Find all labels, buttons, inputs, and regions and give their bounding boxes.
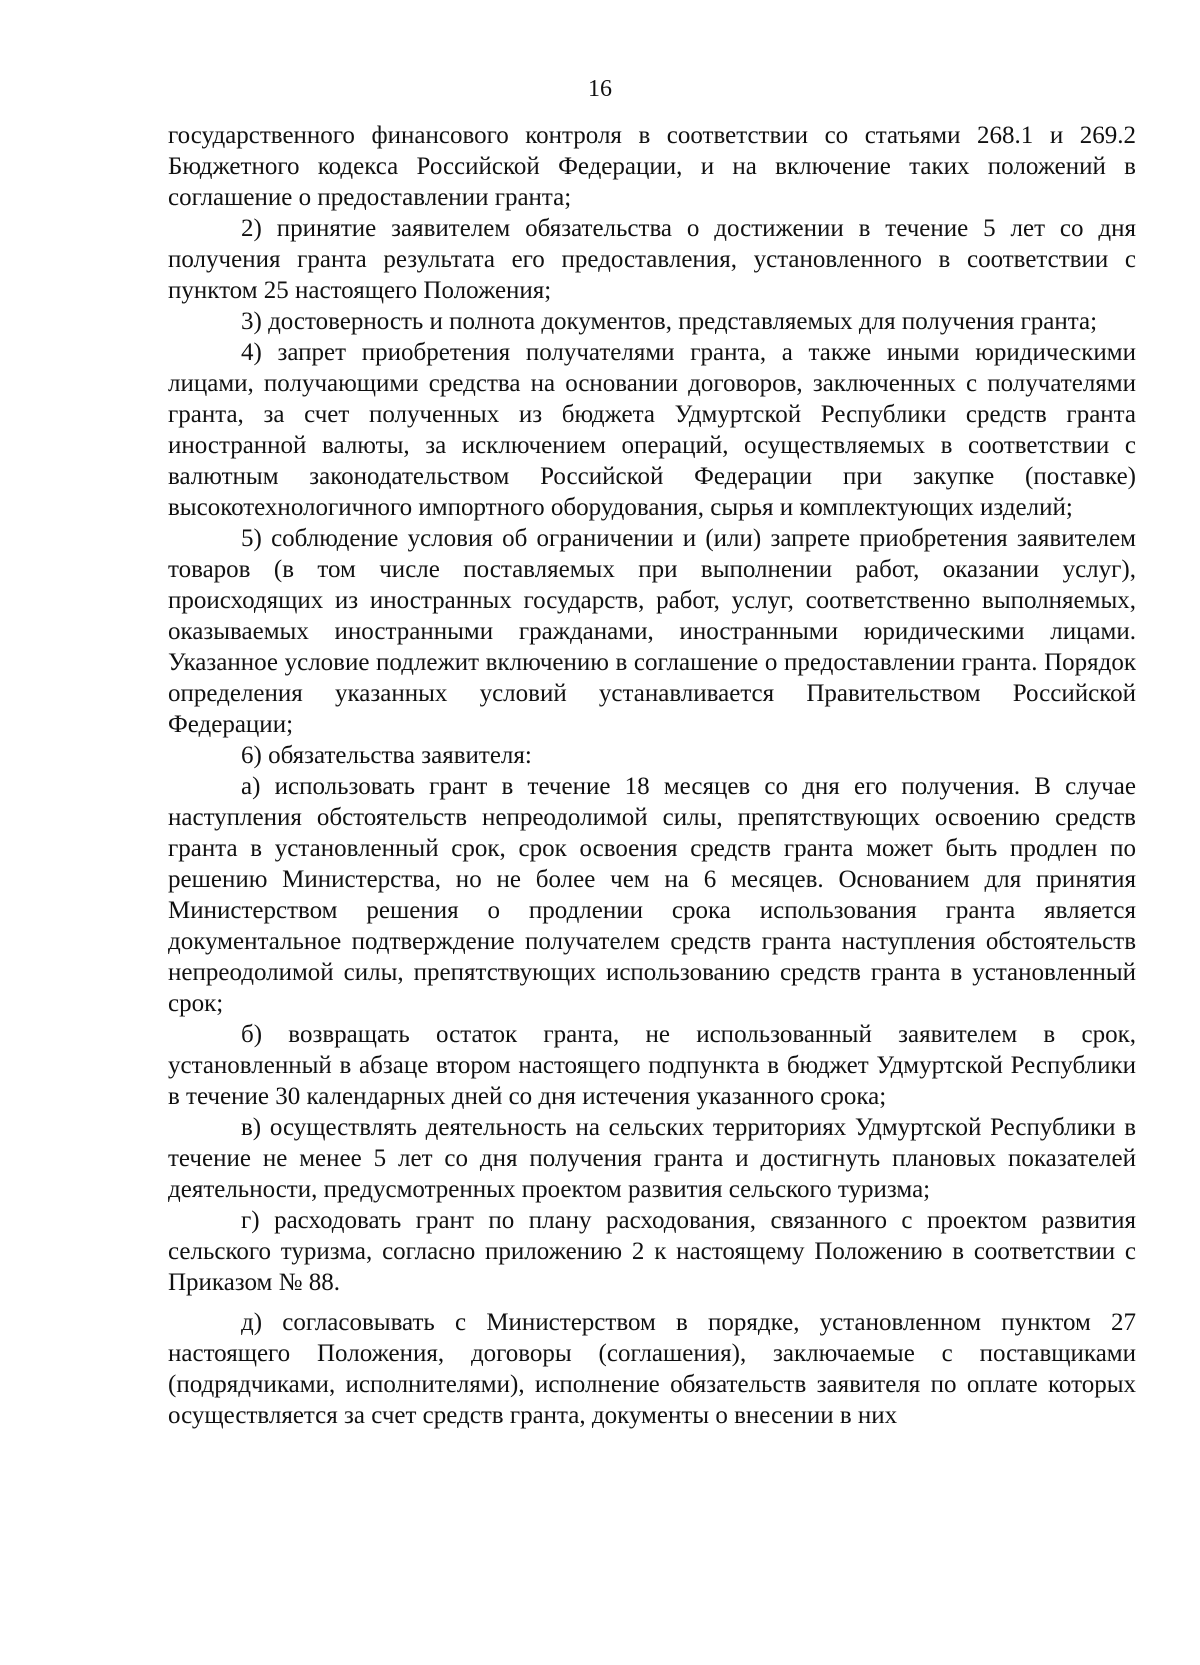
- paragraph-subitem-b: б) возвращать остаток гранта, не использованный заявителем в срок, установленный в абзаце втором настоящего подпункта в бюджет Удмуртской Республики в течение 30 календарных дней со дня истечения указанного срока;: [168, 1021, 1136, 1110]
- paragraph-item-5: 5) соблюдение условия об ограничении и (или) запрете приобретения заявителем товаров (в том числе поставляемых при выполнении работ, оказании услуг), происходящих из иностранных государств, работ, услуг, соответственно выполняемых, оказываемых иностранными гражданами, иностранными юридическими лицами. Указанное условие подлежит включению в соглашение о предоставлении гранта. Порядок определения указанных условий устанавливается Правительством Российской Федерации;: [168, 525, 1136, 738]
- paragraph-subitem-d: д) согласовывать с Министерством в порядке, установленном пунктом 27 настоящего Положения, договоры (соглашения), заключаемые с поставщиками (подрядчиками, исполнителями), исполнение обязательств заявителя по оплате которых осуществляется за счет средств гранта, документы о внесении в них: [168, 1309, 1136, 1429]
- paragraph-subitem-v: в) осуществлять деятельность на сельских территориях Удмуртской Республики в течение не менее 5 лет со дня получения гранта и достигнуть плановых показателей деятельности, предусмотренных проектом развития сельского туризма;: [168, 1114, 1136, 1203]
- document-body: [168, 120, 1136, 1431]
- paragraph-subitem-g: г) расходовать грант по плану расходования, связанного с проектом развития сельского туризма, согласно приложению 2 к настоящему Положению в соответствии с Приказом № 88.: [168, 1207, 1136, 1296]
- paragraph-continuation: государственного финансового контроля в соответствии со статьями 268.1 и 269.2 Бюджетного кодекса Российской Федерации, и на включение таких положений в соглашение о предоставлении гранта;: [168, 122, 1136, 211]
- paragraph-item-4: 4) запрет приобретения получателями гранта, а также иными юридическими лицами, получающими средства на основании договоров, заключенных с получателями гранта, за счет полученных из бюджета Удмуртской Республики средств гранта иностранной валюты, за исключением операций, осуществляемых в соответствии с валютным законодательством Российской Федерации при закупке (поставке) высокотехнологичного импортного оборудования, сырья и комплектующих изделий;: [168, 339, 1136, 521]
- paragraph-subitem-a: а) использовать грант в течение 18 месяцев со дня его получения. В случае наступления обстоятельств непреодолимой силы, препятствующих освоению средств гранта в установленный срок, срок освоения средств гранта может быть продлен по решению Министерства, но не более чем на 6 месяцев. Основанием для принятия Министерством решения о продлении срока использования гранта является документальное подтверждение получателем средств гранта наступления обстоятельств непреодолимой силы, препятствующих использованию средств гранта в установленный срок;: [168, 773, 1136, 1017]
- page-number: 16: [588, 76, 612, 102]
- paragraph-item-2: 2) принятие заявителем обязательства о достижении в течение 5 лет со дня получения гранта результата его предоставления, установленного в соответствии с пунктом 25 настоящего Положения;: [168, 215, 1136, 304]
- paragraph-item-3: 3) достоверность и полнота документов, представляемых для получения гранта;: [241, 308, 1098, 335]
- paragraph-item-6: 6) обязательства заявителя:: [241, 742, 532, 769]
